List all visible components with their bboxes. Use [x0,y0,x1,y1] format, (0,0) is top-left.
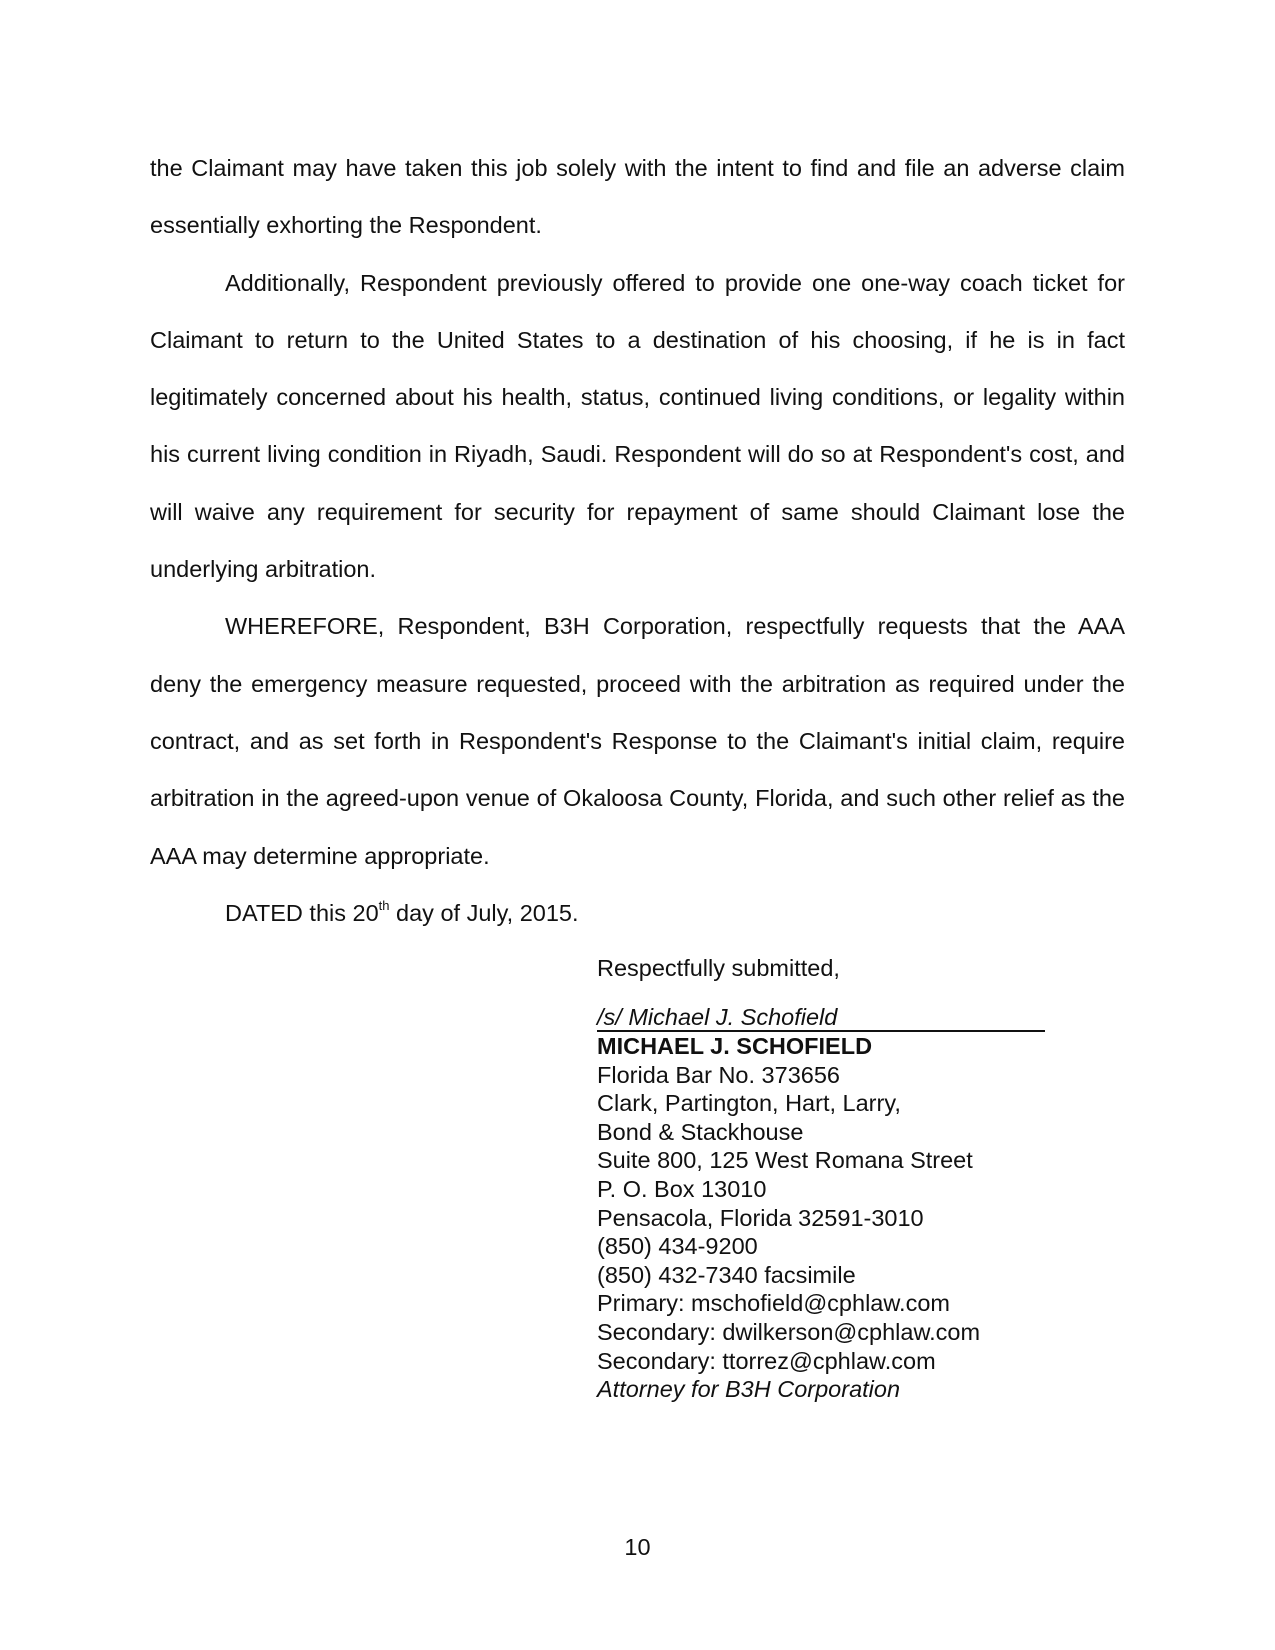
secondary-email-2: Secondary: ttorrez@cphlaw.com [597,1347,936,1374]
city-state-zip: Pensacola, Florida 32591-3010 [597,1204,924,1231]
firm-name-line-1: Clark, Partington, Hart, Larry, [597,1090,901,1117]
paragraph-return-ticket-offer: Additionally, Respondent previously offered to provide one one-way coach ticket for Claimant to return to the United States to a destination of his choosing, if he is in fact legitimately concerned about his health, status, continued living conditions, or legality within his current living condition in Riyadh, Saudi. Respondent will do so at Respondent's cost, and will waive any requirement for security for repayment of same should Claimant lose the underlying arbitration. [150,269,1125,583]
signature-block [597,1004,1045,1404]
firm-name-line-2: Bond & Stackhouse [597,1118,804,1145]
street-address: Suite 800, 125 West Romana Street [597,1147,973,1174]
dated-line [150,885,1125,942]
signatory-name: MICHAEL J. SCHOFIELD [597,1033,873,1059]
signature-line: /s/ Michael J. Schofield [597,1004,1045,1032]
paragraph-wherefore: WHEREFORE, Respondent, B3H Corporation, respectfully requests that the AAA deny the emergency measure requested, proceed with the arbitration as required under the contract, and as set forth in Respondent's Response to the Claimant's initial claim, require arbitration in the agreed-upon venue of Okaloosa County, Florida, and such other relief as the AAA may determine appropriate. [150,613,1125,869]
bar-number: Florida Bar No. 373656 [597,1061,840,1088]
secondary-email-1: Secondary: dwilkerson@cphlaw.com [597,1318,981,1345]
primary-email: Primary: mschofield@cphlaw.com [597,1290,950,1317]
dated-superscript: th [378,898,390,914]
phone-number: (850) 434-9200 [597,1233,758,1260]
page-number: 10 [624,1534,651,1560]
attorney-role: Attorney for B3H Corporation [597,1376,901,1403]
fax-number: (850) 432-7340 facsimile [597,1261,856,1288]
dated-prefix: DATED this 20 [225,899,379,926]
closing-salutation: Respectfully submitted, [597,955,840,981]
po-box: P. O. Box 13010 [597,1175,767,1202]
body-text [150,140,1125,942]
dated-suffix: day of July, 2015. [389,899,579,926]
paragraph-continuation: the Claimant may have taken this job solely with the intent to find and file an adverse claim essentially exhorting the Respondent. [150,155,1125,239]
